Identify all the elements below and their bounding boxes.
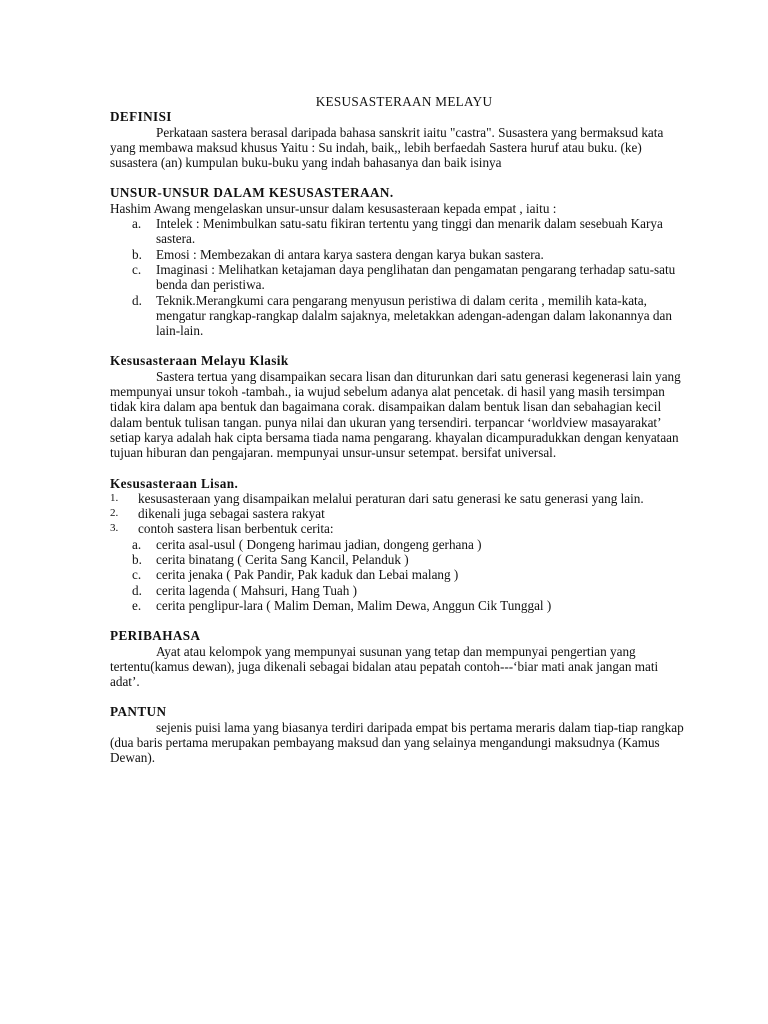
list-marker: c. <box>132 261 142 277</box>
paragraph-definisi: Perkataan sastera berasal daripada bahasa sanskrit iaitu "castra". Susastera yang bermaksud kata yang membawa maksud khusus Yaitu : Su indah, baik,, lebih berfaedah Sastera huruf atau buku. (ke) susastera (an) kumpulan buku-buku yang indah bahasanya dan baik isinya <box>110 124 664 171</box>
list-marker: d. <box>132 582 142 598</box>
list-item-text: cerita asal-usul ( Dongeng harimau jadian, dongeng gerhana ) <box>156 536 482 552</box>
list-marker: e. <box>132 597 142 613</box>
list-item <box>110 521 690 536</box>
list-item-text: Intelek : Menimbulkan satu-satu fikiran tertentu yang tinggi dan menarik dalam sesebuah Karya sastera. <box>156 216 663 247</box>
heading-definisi: DEFINISI <box>110 109 172 125</box>
paragraph-klasik: Sastera tertua yang disampaikan secara lisan dan diturunkan dari satu generasi kegenerasi lain yang mempunyai unsur tokoh -tambah., ia wujud sebelum adanya alat pencetak. di hasil yang masih tersimpan tidak kira dalam apa bentuk dan bagaimana corak. disampaikan dalam bentuk lisan dan sebahagian kecil dalam bentuk tulisan tangan. punya nilai dan ukuran yang tersendiri. terpancar ‘worldview masayarakat’ setiap karya adalah hak cipta bersama tiada nama pengarang. khayalan dicampuradukkan dengan kenyataan tujuan hiburan dan pengajaran. mempunyai unsur-unsur setempat. bersifat universal. <box>110 368 681 461</box>
list-item <box>110 567 690 582</box>
list-item-text: cerita binatang ( Cerita Sang Kancil, Pelanduk ) <box>156 552 409 568</box>
list-item <box>110 216 690 247</box>
paragraph-peribahasa: Ayat atau kelompok yang mempunyai susunan yang tetap dan mempunyai pengertian yang tertentu(kamus dewan), juga dikenali sebagai bidalan atau pepatah contoh---‘biar mati anak jangan mati adat’. <box>110 643 659 690</box>
list-lisan-cerita <box>110 537 690 613</box>
list-marker: a. <box>132 216 142 232</box>
paragraph-pantun: sejenis puisi lama yang biasanya terdiri daripada empat bis pertama meraris dalam tiap-tiap rangkap (dua baris pertama merupakan pembayang maksud dan yang selainya mengandungi maksudnya (Kamus Dewan). <box>110 719 684 766</box>
list-item <box>110 537 690 552</box>
list-item <box>110 598 690 613</box>
spacer <box>110 689 690 704</box>
paragraph-unsur-intro: Hashim Awang mengelaskan unsur-unsur dalam kesusasteraan kepada empat , iaitu : <box>110 200 557 216</box>
list-item <box>110 262 690 293</box>
list-lisan <box>110 491 690 537</box>
heading-pantun: PANTUN <box>110 704 167 720</box>
heading-lisan: Kesusasteraan Lisan. <box>110 475 239 491</box>
heading-peribahasa: PERIBAHASA <box>110 628 201 644</box>
list-item <box>110 491 690 506</box>
list-item-text: cerita penglipur-lara ( Malim Deman, Malim Dewa, Anggun Cik Tunggal ) <box>156 597 552 613</box>
list-marker: c. <box>132 567 142 583</box>
list-marker: 1. <box>110 491 119 504</box>
list-marker: b. <box>132 552 142 568</box>
list-item <box>110 583 690 598</box>
list-item-text: kesusasteraan yang disampaikan melalui peraturan dari satu generasi ke satu generasi yang lain. <box>138 490 644 506</box>
list-item-text: dikenali juga sebagai sastera rakyat <box>138 506 325 522</box>
list-item-text: Imaginasi : Melihatkan ketajaman daya penglihatan dan pengamatan pengarang terhadap satu-satu benda dan peristiwa. <box>156 261 676 293</box>
list-marker: d. <box>132 292 142 308</box>
list-marker: b. <box>132 246 142 262</box>
document-content <box>110 94 690 766</box>
spacer <box>110 461 690 476</box>
list-item-text: cerita jenaka ( Pak Pandir, Pak kaduk dan Lebai malang ) <box>156 567 459 583</box>
list-unsur <box>110 216 690 338</box>
document-title: KESUSASTERAAN MELAYU <box>315 94 493 109</box>
list-marker: 2. <box>110 507 119 520</box>
heading-klasik: Kesusasteraan Melayu Klasik <box>110 353 289 369</box>
spacer <box>110 170 690 185</box>
list-item <box>110 293 690 339</box>
list-item <box>110 552 690 567</box>
heading-unsur: UNSUR-UNSUR DALAM KESUSASTERAAN. <box>110 185 394 201</box>
spacer <box>110 338 690 353</box>
list-item-text: cerita lagenda ( Mahsuri, Hang Tuah ) <box>156 582 358 598</box>
list-item-text: contoh sastera lisan berbentuk cerita: <box>138 521 334 537</box>
list-marker: a. <box>132 536 142 552</box>
list-item <box>110 247 690 262</box>
list-item <box>110 506 690 521</box>
spacer <box>110 613 690 628</box>
list-item-text: Emosi : Membezakan di antara karya sastera dengan karya bukan sastera. <box>156 246 544 262</box>
list-item-text: Teknik.Merangkumi cara pengarang menyusun peristiwa di dalam cerita , memilih kata-kata, mengatur rangkap-rangkap dalalm sajaknya, meletakkan adengan-adengan dalam lakonannya dan lain-lain. <box>156 292 672 339</box>
list-marker: 3. <box>110 522 119 535</box>
